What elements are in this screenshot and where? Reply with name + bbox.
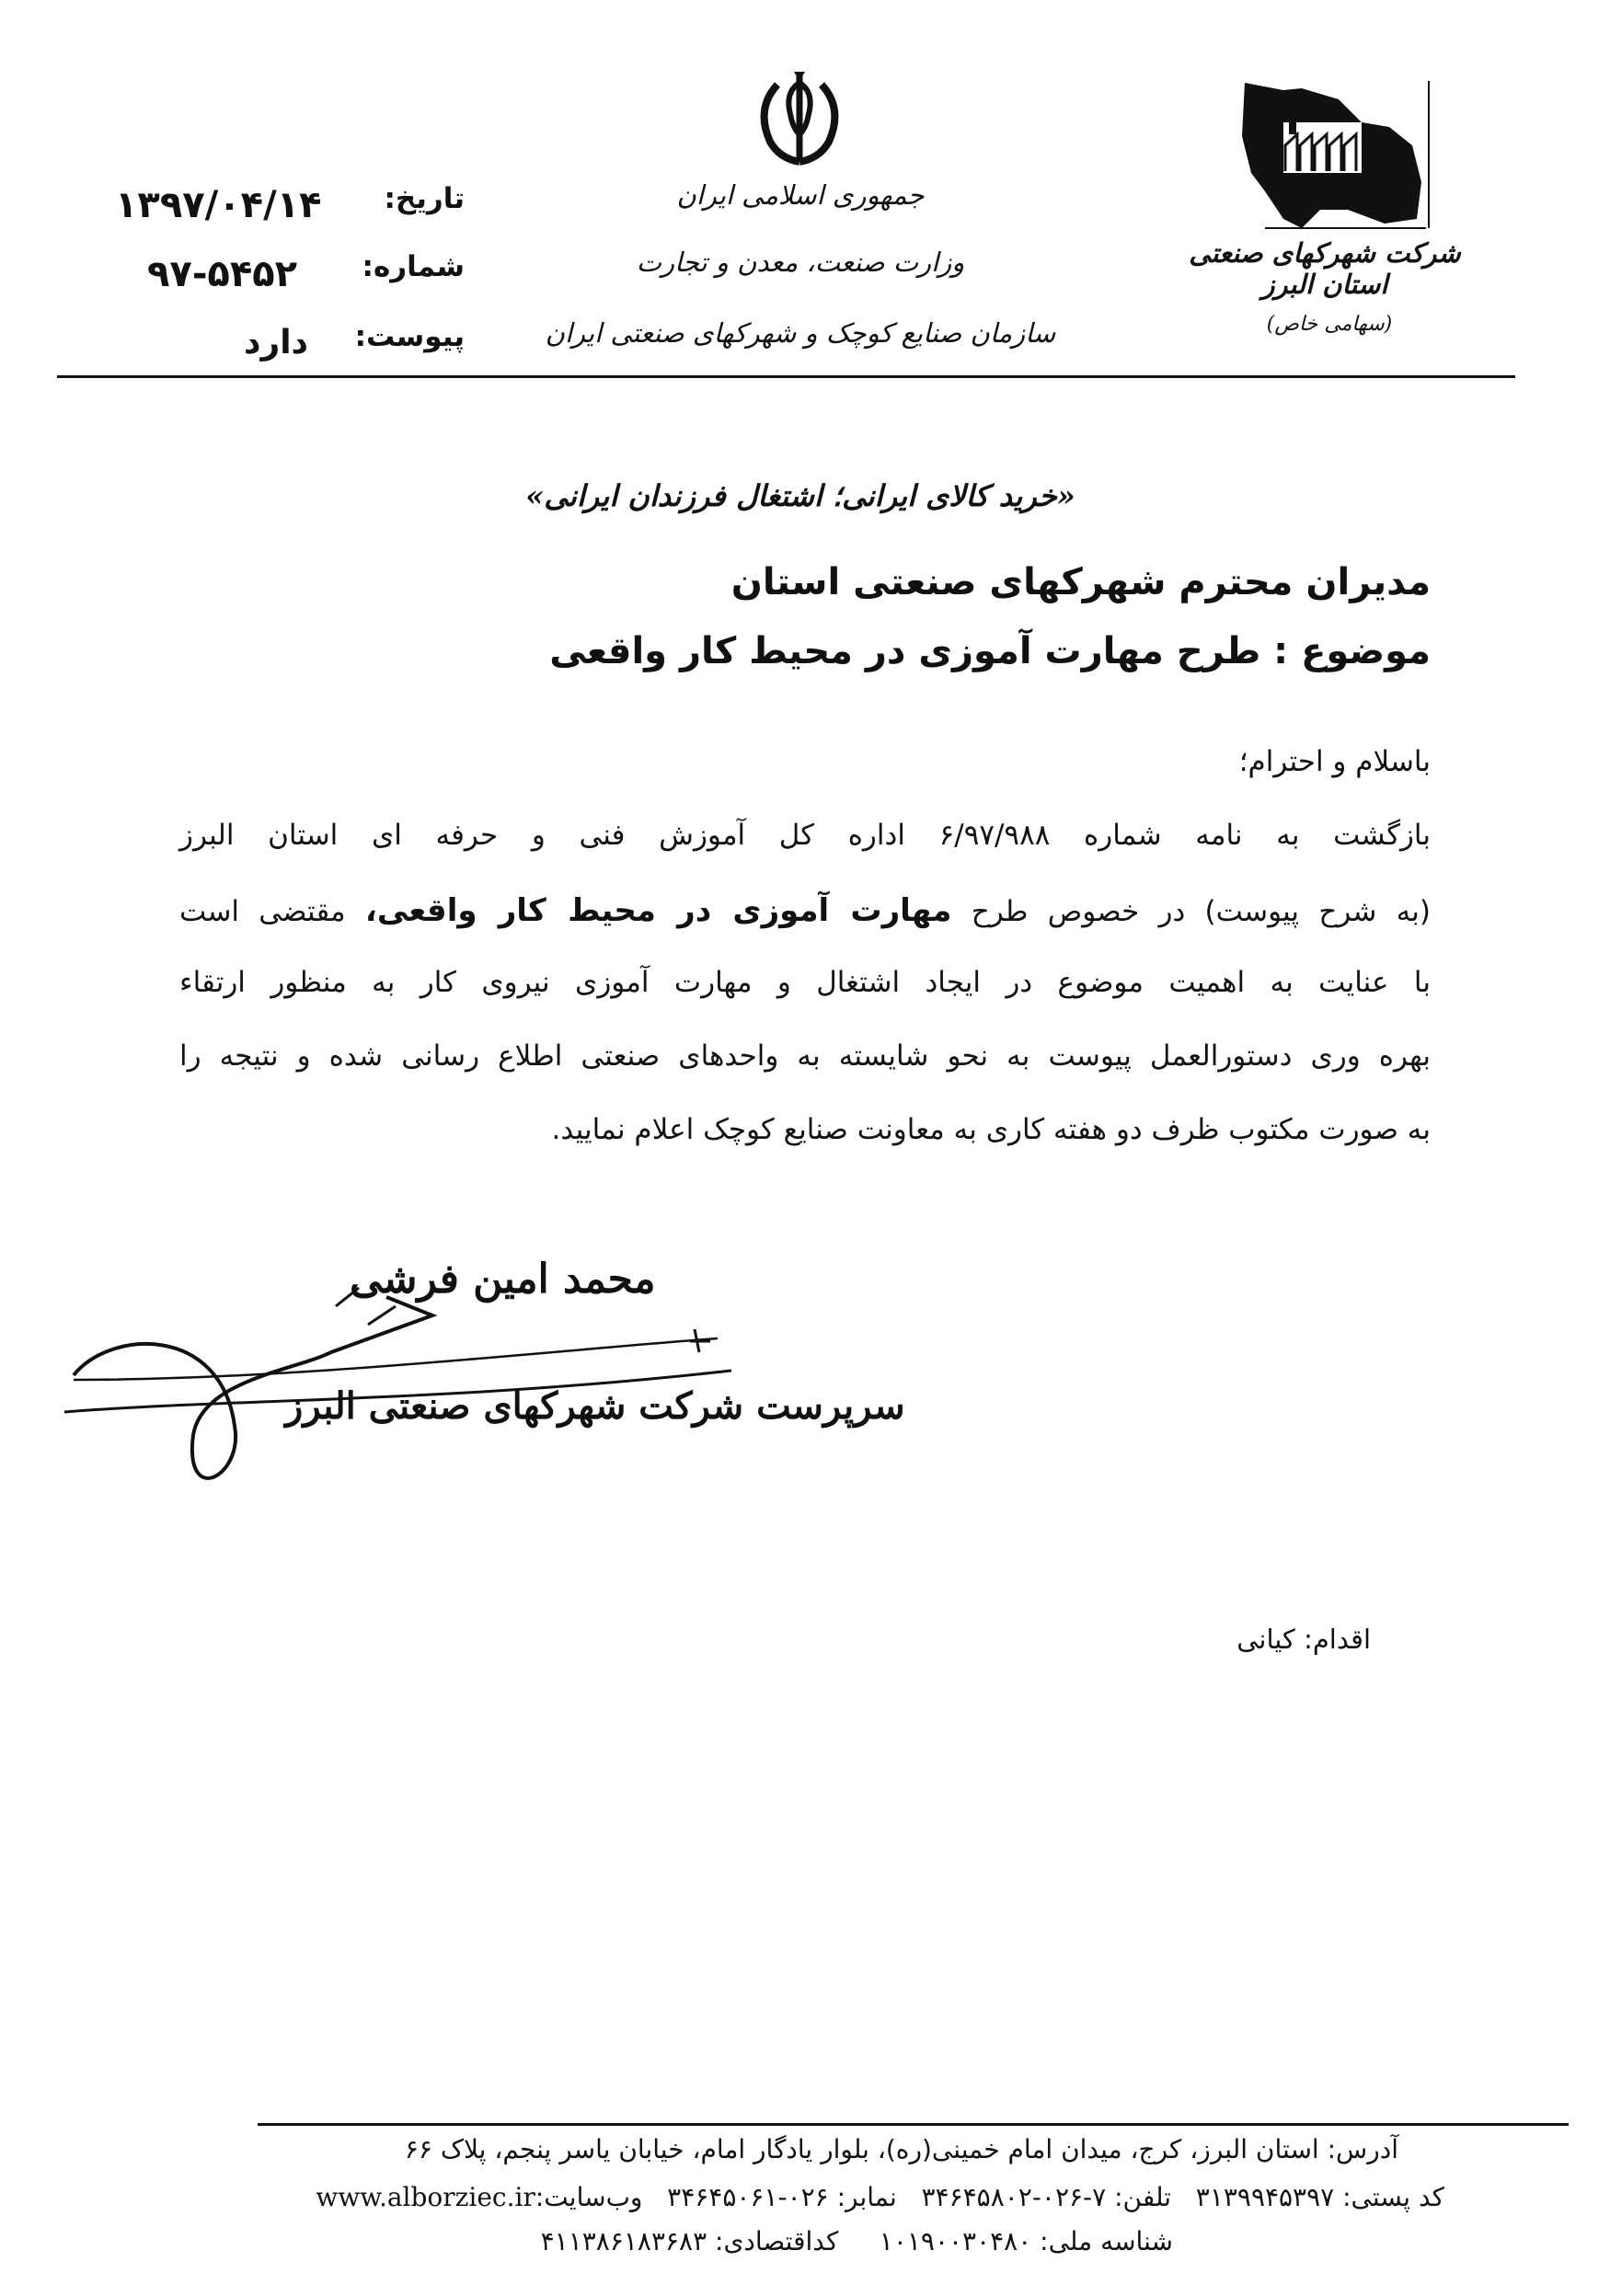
footer-website[interactable]: www.alborziec.ir	[316, 2182, 535, 2212]
body-line-5: به صورت مکتوب ظرف دو هفته کاری به معاونت صنایع کوچک اعلام نمایید.	[551, 1113, 1431, 1146]
body-line-2-after: مقتضی است	[179, 895, 346, 928]
footer-economic-code: کداقتصادی: ۴۱۱۳۸۶۱۸۳۶۸۳	[540, 2226, 839, 2256]
footer-divider	[258, 2123, 1569, 2126]
body-line-1: بازگشت به نامه شماره ۶/۹۷/۹۸۸ اداره کل آموزش فنی و حرفه ای استان البرز	[179, 819, 1431, 852]
recipient: مدیران محترم شهرکهای صنعتی استان	[730, 561, 1431, 603]
footer-fax: نمابر: ۰۲۶-۳۴۶۴۵۰۶۱	[667, 2182, 897, 2212]
subject: موضوع : طرح مهارت آموزی در محیط کار واقعی	[549, 630, 1431, 672]
body-line-2-emphasis: مهارت آموزی در محیط کار واقعی،	[364, 892, 952, 929]
company-logo	[1228, 72, 1440, 247]
header-divider	[57, 375, 1515, 378]
footer-ids-line	[541, 2226, 1173, 2256]
footer-contact-line	[316, 2182, 1444, 2212]
header-line-country: جمهوری اسلامی ایران	[676, 179, 925, 211]
company-status: (سهامی خاص)	[1266, 313, 1393, 336]
date-label: تاریخ:	[384, 182, 465, 215]
company-name: شرکت شهرکهای صنعتی استان البرز	[1189, 237, 1461, 300]
handwritten-signature	[55, 1242, 754, 1499]
footer-national-id: شناسه ملی: ۱۰۱۹۰۰۳۰۴۸۰	[879, 2226, 1173, 2256]
slogan: «خرید کالای ایرانی؛ اشتغال فرزندان ایرانی»	[525, 478, 1075, 513]
body-line-3: با عنایت به اهمیت موضوع در ایجاد اشتغال و مهارت آموزی نیروی کار به منظور ارتقاء	[179, 966, 1431, 999]
body-line-4: بهره وری دستورالعمل پیوست به نحو شایسته به واحدهای صنعتی اطلاع رسانی شده و نتیجه را	[179, 1039, 1431, 1073]
footer-address: آدرس: استان البرز، کرج، میدان امام خمینی(ره)، بلوار یادگار امام، خیابان یاسر پنجم، پلاک ۶۶	[404, 2134, 1398, 2164]
greeting: باسلام و احترام؛	[1238, 745, 1431, 778]
footer-postal: کد پستی: ۳۱۳۹۹۴۵۳۹۷	[1195, 2182, 1444, 2212]
footer-phone: تلفن: ۷-۰۲۶-۳۴۶۴۵۸۰۲	[921, 2182, 1172, 2212]
date-value: ۱۳۹۷/۰۴/۱۴	[115, 184, 322, 226]
action-note: اقدام: کیانی	[1236, 1624, 1371, 1655]
emblem-icon	[741, 66, 858, 167]
header-line-ministry: وزارت صنعت، معدن و تجارت	[636, 247, 965, 278]
header-line-organization: سازمان صنایع کوچک و شهرکهای صنعتی ایران	[545, 317, 1056, 349]
footer-website-label: وب‌سایت:	[535, 2182, 643, 2212]
number-label: شماره:	[362, 250, 465, 283]
body-line-2-before: (به شرح پیوست) در خصوص طرح	[971, 895, 1432, 928]
body-line-2	[179, 892, 1431, 930]
attachment-label: پیوست:	[354, 320, 465, 353]
signatory-name: محمد امین فرشی	[350, 1256, 656, 1303]
attachment-value: دارد	[244, 324, 309, 362]
number-value: ۹۷-۵۴۵۲	[147, 253, 298, 295]
signatory-title: سرپرست شرکت شهرکهای صنعتی البرز	[285, 1384, 905, 1428]
